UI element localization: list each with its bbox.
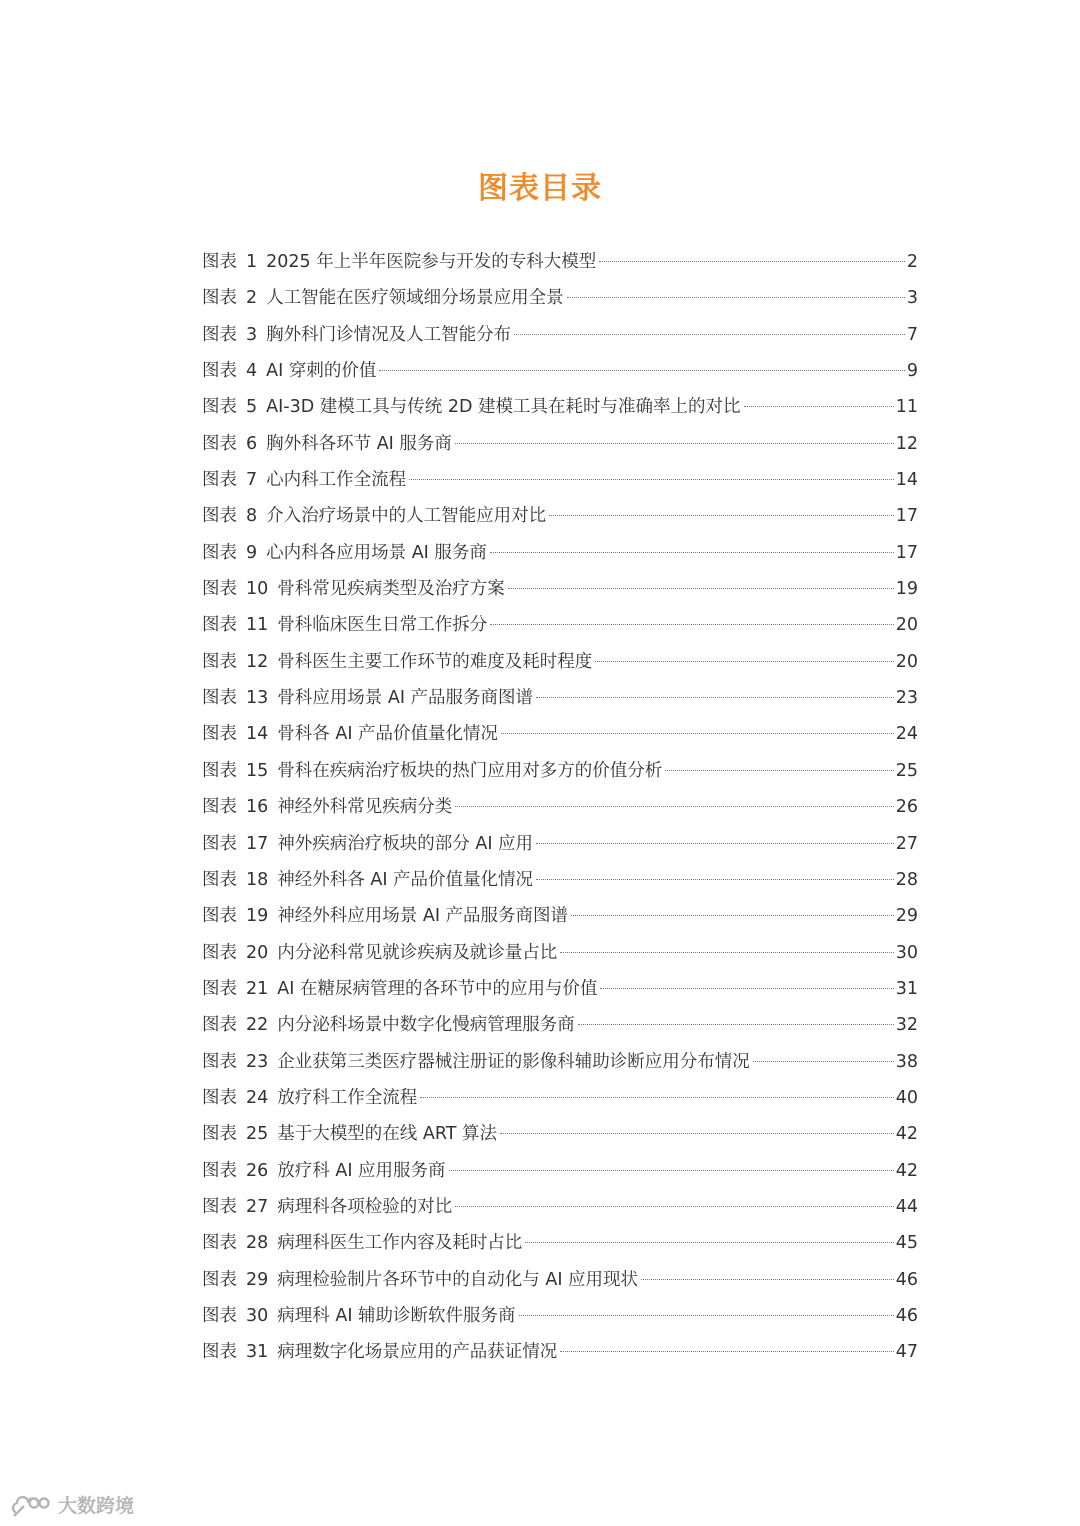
toc-entry-label: 图表 [202, 1196, 237, 1217]
toc-entry-page: 20 [895, 615, 918, 636]
toc-dot-leader [455, 443, 894, 444]
toc-entry-page: 44 [895, 1196, 918, 1217]
toc-entry-label: 图表 [202, 1305, 237, 1326]
toc-entry-page: 19 [895, 579, 918, 600]
toc-entry-number: 3 [246, 324, 258, 345]
toc-entry-number: 5 [246, 397, 258, 418]
toc-entry-label: 图表 [202, 1160, 237, 1181]
toc-entry[interactable] [202, 716, 918, 752]
toc-entry-label: 图表 [202, 433, 237, 454]
toc-entry-number: 4 [246, 361, 258, 382]
toc-entry-title: 心内科工作全流程 [266, 470, 407, 491]
toc-dot-leader [567, 297, 905, 298]
toc-dot-leader [560, 952, 893, 953]
toc-dot-leader [599, 261, 905, 262]
toc-entry[interactable] [202, 571, 918, 607]
toc-entry[interactable] [202, 317, 918, 353]
toc-dot-leader [508, 588, 894, 589]
toc-dot-leader [578, 1024, 894, 1025]
toc-entry-label: 图表 [202, 324, 237, 345]
toc-dot-leader [536, 697, 894, 698]
toc-entry[interactable] [202, 389, 918, 425]
toc-entry-number: 27 [246, 1196, 269, 1217]
toc-entry[interactable] [202, 280, 918, 316]
toc-entry-page: 17 [895, 542, 918, 563]
toc-entry-number: 18 [246, 869, 269, 890]
toc-entry-title: 放疗科工作全流程 [277, 1087, 418, 1108]
toc-entry-number: 1 [246, 252, 258, 272]
toc-entry-page: 42 [895, 1160, 918, 1181]
toc-entry[interactable] [202, 1080, 918, 1116]
toc-entry-page: 12 [895, 433, 918, 454]
toc-dot-leader [525, 1242, 893, 1243]
table-of-figures [202, 244, 918, 1371]
toc-entry[interactable] [202, 862, 918, 898]
toc-entry-label: 图表 [202, 1051, 237, 1072]
toc-entry-page: 40 [895, 1087, 918, 1108]
toc-entry-label: 图表 [202, 978, 237, 999]
toc-entry-label: 图表 [202, 361, 237, 382]
toc-entry-label: 图表 [202, 760, 237, 781]
toc-entry-title: 放疗科 AI 应用服务商 [277, 1160, 446, 1181]
toc-dot-leader [536, 843, 894, 844]
toc-entry[interactable] [202, 1225, 918, 1261]
toc-entry-number: 6 [246, 433, 258, 454]
toc-entry-number: 19 [246, 906, 269, 927]
toc-dot-leader [501, 733, 894, 734]
toc-entry-title: 骨科常见疾病类型及治疗方案 [277, 579, 505, 600]
toc-entry[interactable] [202, 753, 918, 789]
toc-entry-number: 25 [246, 1124, 269, 1145]
toc-entry-label: 图表 [202, 615, 237, 636]
toc-entry-page: 27 [895, 833, 918, 854]
toc-entry-label: 图表 [202, 1124, 237, 1145]
toc-entry-page: 28 [895, 869, 918, 890]
toc-dot-leader [455, 1206, 893, 1207]
toc-entry-title: 病理检验制片各环节中的自动化与 AI 应用现状 [277, 1269, 639, 1290]
toc-entry-number: 15 [246, 760, 269, 781]
toc-dot-leader [595, 661, 893, 662]
toc-entry-number: 13 [246, 688, 269, 709]
toc-entry-label: 图表 [202, 724, 237, 745]
toc-entry-label: 图表 [202, 833, 237, 854]
toc-entry-title: 病理数字化场景应用的产品获证情况 [277, 1342, 558, 1363]
toc-entry-label: 图表 [202, 470, 237, 491]
toc-entry-title: 胸外科门诊情况及人工智能分布 [266, 324, 512, 345]
toc-dot-leader [549, 515, 894, 516]
toc-entry-number: 23 [246, 1051, 269, 1072]
toc-dot-leader [490, 624, 893, 625]
toc-entry[interactable] [202, 607, 918, 643]
toc-entry-label: 图表 [202, 506, 237, 527]
toc-entry-page: 46 [895, 1305, 918, 1326]
toc-entry-title: 骨科各 AI 产品价值量化情况 [277, 724, 499, 745]
toc-entry-number: 7 [246, 470, 258, 491]
toc-entry-number: 2 [246, 288, 258, 309]
toc-entry-page: 17 [895, 506, 918, 527]
toc-entry[interactable] [202, 1262, 918, 1298]
toc-entry-title: 介入治疗场景中的人工智能应用对比 [266, 506, 547, 527]
toc-entry[interactable] [202, 1044, 918, 1080]
toc-entry[interactable] [202, 1298, 918, 1334]
toc-entry-label: 图表 [202, 688, 237, 709]
page-title: 图表目录 [478, 171, 602, 206]
toc-entry-page: 2 [906, 252, 918, 272]
toc-entry[interactable] [202, 462, 918, 498]
toc-entry-label: 图表 [202, 252, 237, 272]
toc-entry-label: 图表 [202, 942, 237, 963]
toc-entry-number: 12 [246, 651, 269, 672]
toc-dot-leader [514, 334, 905, 335]
toc-entry[interactable] [202, 971, 918, 1007]
toc-entry[interactable] [202, 244, 918, 280]
toc-entry[interactable] [202, 1116, 918, 1152]
toc-entry[interactable] [202, 789, 918, 825]
toc-entry-page: 24 [895, 724, 918, 745]
toc-entry-number: 30 [246, 1305, 269, 1326]
toc-dot-leader [455, 806, 893, 807]
toc-entry-label: 图表 [202, 1087, 237, 1108]
toc-entry-number: 20 [246, 942, 269, 963]
toc-entry-title: 骨科医生主要工作环节的难度及耗时程度 [277, 651, 593, 672]
toc-entry-title: AI 穿刺的价值 [266, 361, 377, 382]
toc-entry-page: 42 [895, 1124, 918, 1145]
toc-dot-leader [420, 1097, 893, 1098]
toc-entry-number: 28 [246, 1233, 269, 1254]
toc-entry-title: 骨科应用场景 AI 产品服务商图谱 [277, 688, 534, 709]
toc-entry[interactable] [202, 826, 918, 862]
toc-entry-label: 图表 [202, 1342, 237, 1363]
toc-dot-leader [571, 915, 894, 916]
watermark-logo-icon [10, 1490, 52, 1518]
toc-entry-page: 29 [895, 906, 918, 927]
toc-entry-label: 图表 [202, 542, 237, 563]
toc-entry-label: 图表 [202, 397, 237, 418]
toc-entry-title: AI 在糖尿病管理的各环节中的应用与价值 [277, 978, 598, 999]
toc-entry[interactable] [202, 1153, 918, 1189]
toc-entry-number: 14 [246, 724, 269, 745]
toc-entry-title: AI-3D 建模工具与传统 2D 建模工具在耗时与准确率上的对比 [266, 397, 741, 418]
toc-entry-title: 骨科临床医生日常工作拆分 [277, 615, 488, 636]
toc-entry-number: 11 [246, 615, 269, 636]
toc-entry-label: 图表 [202, 906, 237, 927]
toc-entry-label: 图表 [202, 288, 237, 309]
toc-entry[interactable] [202, 898, 918, 934]
toc-entry-title: 神经外科各 AI 产品价值量化情况 [277, 869, 534, 890]
toc-entry-number: 8 [246, 506, 258, 527]
toc-dot-leader [490, 552, 894, 553]
toc-dot-leader [560, 1351, 893, 1352]
toc-entry-number: 22 [246, 1015, 269, 1036]
toc-dot-leader [409, 479, 894, 480]
toc-entry-page: 3 [906, 288, 918, 309]
toc-entry-number: 21 [246, 978, 269, 999]
toc-entry-title: 神外疾病治疗板块的部分 AI 应用 [277, 833, 534, 854]
toc-entry-page: 23 [895, 688, 918, 709]
toc-entry[interactable] [202, 353, 918, 389]
toc-entry-page: 7 [906, 324, 918, 345]
toc-entry-page: 11 [895, 397, 918, 418]
toc-entry-label: 图表 [202, 869, 237, 890]
toc-dot-leader [600, 988, 893, 989]
toc-entry-title: 神经外科应用场景 AI 产品服务商图谱 [277, 906, 569, 927]
toc-entry-title: 内分泌科场景中数字化慢病管理服务商 [277, 1015, 575, 1036]
toc-entry-label: 图表 [202, 797, 237, 818]
toc-entry[interactable] [202, 426, 918, 462]
toc-entry-number: 17 [246, 833, 269, 854]
toc-entry-label: 图表 [202, 651, 237, 672]
toc-dot-leader [500, 1133, 894, 1134]
toc-entry-title: 病理科医生工作内容及耗时占比 [277, 1233, 523, 1254]
toc-entry-label: 图表 [202, 579, 237, 600]
watermark-text: 大数跨境 [58, 1494, 135, 1517]
toc-entry-title: 神经外科常见疾病分类 [277, 797, 453, 818]
toc-entry[interactable] [202, 644, 918, 680]
toc-entry-number: 10 [246, 579, 269, 600]
toc-dot-leader [753, 1061, 894, 1062]
toc-entry-number: 31 [246, 1342, 269, 1363]
toc-dot-leader [519, 1315, 894, 1316]
toc-dot-leader [665, 770, 893, 771]
toc-entry-page: 32 [895, 1015, 918, 1036]
toc-entry[interactable] [202, 680, 918, 716]
toc-entry-number: 16 [246, 797, 269, 818]
toc-entry-label: 图表 [202, 1233, 237, 1254]
toc-entry-title: 人工智能在医疗领域细分场景应用全景 [266, 288, 564, 309]
toc-entry-label: 图表 [202, 1269, 237, 1290]
toc-entry-number: 9 [246, 542, 258, 563]
toc-entry-label: 图表 [202, 1015, 237, 1036]
toc-entry-title: 胸外科各环节 AI 服务商 [266, 433, 452, 454]
toc-dot-leader [641, 1279, 894, 1280]
toc-entry[interactable] [202, 535, 918, 571]
toc-entry-title: 心内科各应用场景 AI 服务商 [266, 542, 487, 563]
toc-entry-title: 基于大模型的在线 ART 算法 [277, 1124, 497, 1145]
toc-dot-leader [536, 879, 894, 880]
toc-entry-title: 骨科在疾病治疗板块的热门应用对多方的价值分析 [277, 760, 663, 781]
toc-entry-page: 46 [895, 1269, 918, 1290]
toc-entry-page: 20 [895, 651, 918, 672]
toc-entry-title: 病理科 AI 辅助诊断软件服务商 [277, 1305, 516, 1326]
toc-entry-title: 企业获第三类医疗器械注册证的影像科辅助诊断应用分布情况 [277, 1051, 750, 1072]
toc-entry-number: 24 [246, 1087, 269, 1108]
toc-entry-title: 2025 年上半年医院参与开发的专科大模型 [266, 252, 597, 272]
toc-entry-title: 内分泌科常见就诊疾病及就诊量占比 [277, 942, 558, 963]
toc-entry-page: 30 [895, 942, 918, 963]
toc-entry-title: 病理科各项检验的对比 [277, 1196, 453, 1217]
toc-entry[interactable] [202, 498, 918, 534]
toc-entry[interactable] [202, 1189, 918, 1225]
toc-entry-number: 29 [246, 1269, 269, 1290]
toc-entry-page: 47 [895, 1342, 918, 1363]
toc-entry-page: 38 [895, 1051, 918, 1072]
toc-entry-page: 31 [895, 978, 918, 999]
toc-dot-leader [379, 370, 905, 371]
watermark [10, 1490, 134, 1518]
toc-entry[interactable] [202, 1334, 918, 1370]
toc-dot-leader [449, 1170, 894, 1171]
toc-entry-page: 25 [895, 760, 918, 781]
toc-entry-page: 14 [895, 470, 918, 491]
toc-entry-number: 26 [246, 1160, 269, 1181]
toc-entry[interactable] [202, 935, 918, 971]
toc-entry[interactable] [202, 1007, 918, 1043]
toc-entry-page: 9 [906, 361, 918, 382]
toc-entry-page: 26 [895, 797, 918, 818]
toc-entry-page: 45 [895, 1233, 918, 1254]
toc-dot-leader [744, 406, 894, 407]
